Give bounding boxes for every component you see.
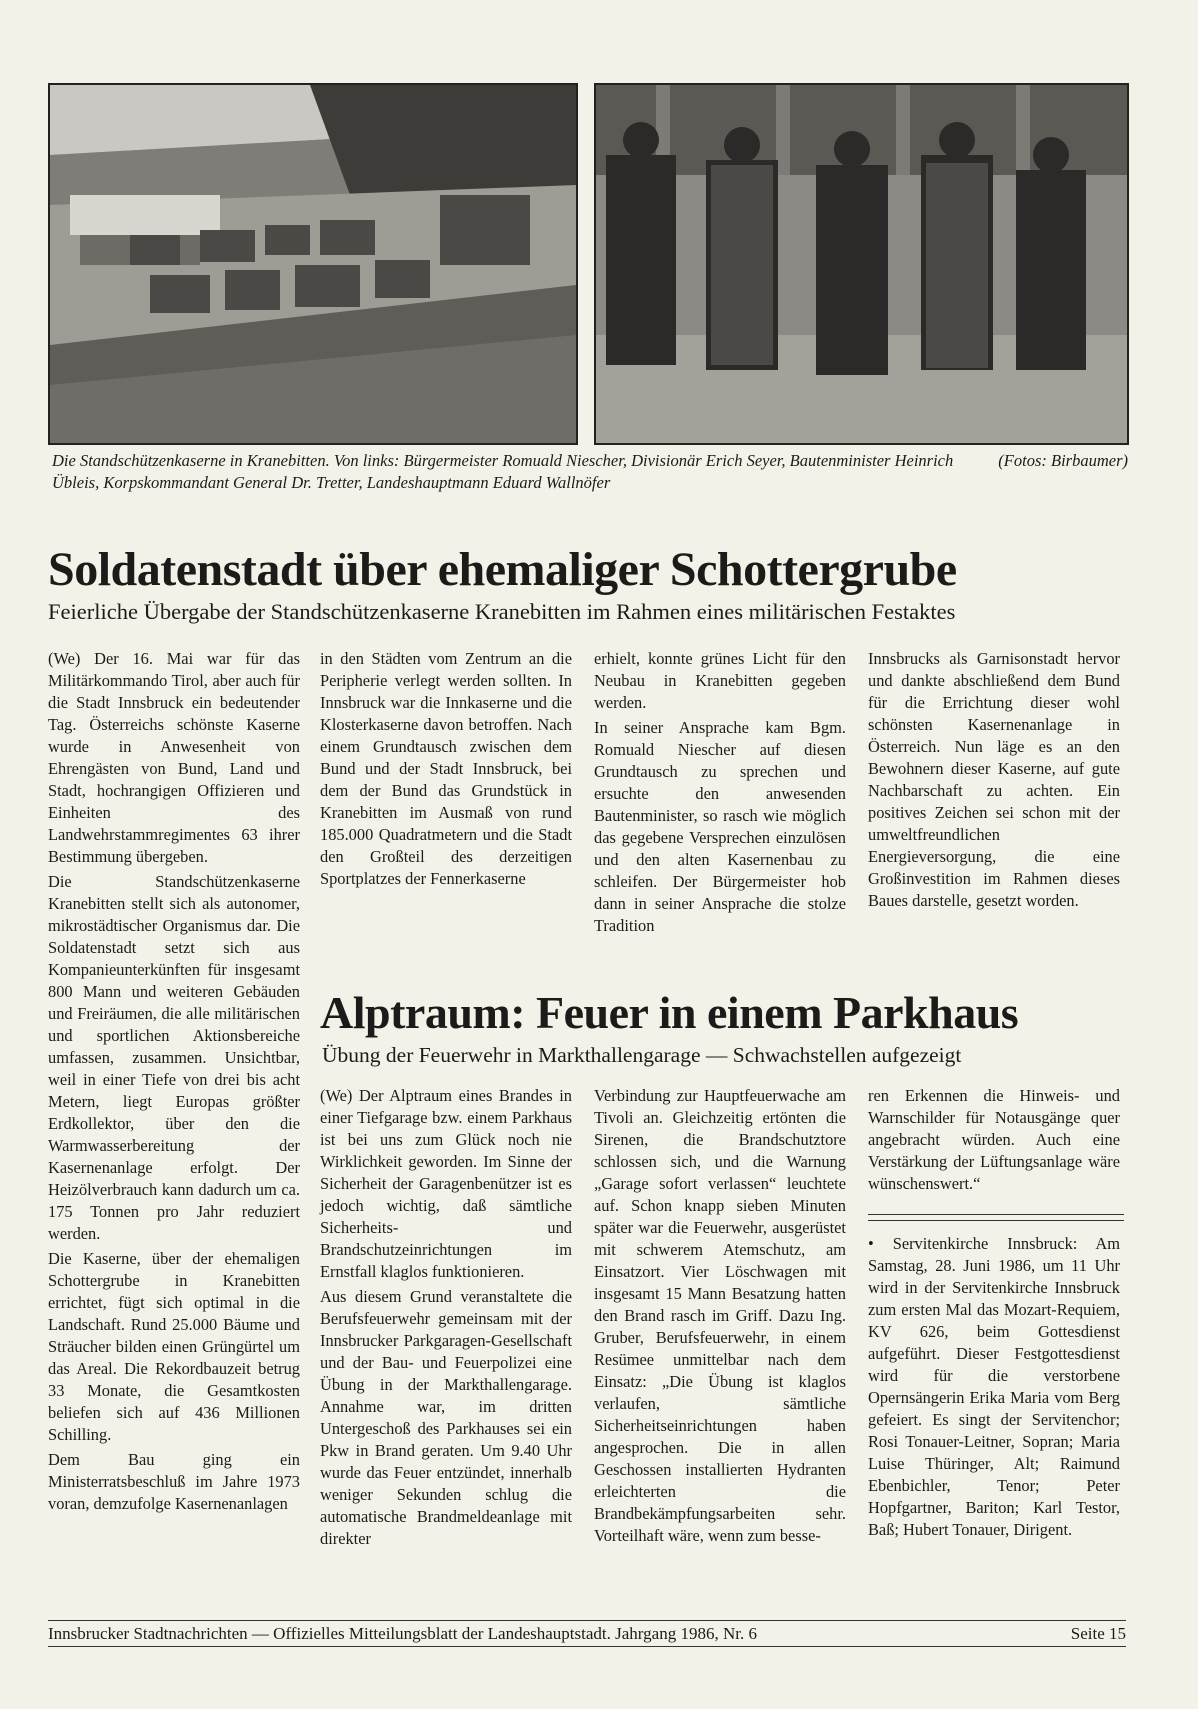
paragraph: Verbindung zur Hauptfeuerwache am Tivoli an. Gleichzeitig ertönten die Sirenen, die Brandschutztore schlossen sich, und die Warnung „Garage sofort verlassen“ leuchtete auf. Schon knapp sieben Minuten später war die Feuerwehr, ausgerüstet mit schwerem Atemschutz, am Einsatzort. Vier Löschwagen mit insgesamt 15 Mann Besatzung hatten den Brand rasch im Griff. Dazu Ing. Gruber, Berufsfeuerwehr, in einem Resümee unmittelbar nach dem Einsatz: „Die Übung ist klaglos verlaufen, sämtliche Sicherheitseinrichtungen haben angesprochen. Die in allen Geschossen installierten Hydranten erleichterten die Brandbekämpfungsarbeiten sehr. Vorteilhaft wäre, wenn zum besse- [594,1086,846,1545]
article-subheadline-soldatenstadt: Feierliche Übergabe der Standschützenkaserne Kranebitten im Rahmen eines militärischen Festaktes [48,599,956,624]
paragraph: (We) Der 16. Mai war für das Militärkommando Tirol, aber auch für die Stadt Innsbruck ein bedeutender Tag. Österreichs schönste Kaserne wurde in Anwesenheit von Ehrengästen von Bund, Land und Stadt, hochrangigen Offizieren und Einheiten des Landwehrstammregimentes 63 ihrer Bestimmung übergeben. [48,649,300,866]
article2-column-1 [320,1085,572,1553]
paragraph: (We) Der Alptraum eines Brandes in einer Tiefgarage bzw. einem Parkhaus ist bei uns zum Glück noch nie Wirklichkeit geworden. Im Sinne der Sicherheit der Garagenbenützer ist es jedoch wichtig, daß sämtliche Sicherheits- und Brandschutzeinrichtungen im Ernstfall klaglos funktionieren. [320,1086,572,1281]
paragraph: Die Kaserne, über der ehemaligen Schottergrube in Kranebitten errichtet, fügt sich optimal in die Landschaft. Rund 25.000 Bäume und Sträucher bilden einen Grüngürtel um das Areal. Die Rekordbauzeit betrug 33 Monate, die Gesamtkosten beliefen sich auf 436 Millionen Schilling. [48,1249,300,1444]
paragraph: In seiner Ansprache kam Bgm. Romuald Niescher auf diesen Grundtausch zu sprechen und ersuchte den anwesenden Bautenminister, so rasch wie möglich das gegebene Versprechen einzulösen und den alten Kasernenbau zu schleifen. Der Bürgermeister hob dann in seiner Ansprache die stolze Tradition [594,718,846,935]
dignitaries-photo-illustration [596,85,1127,443]
footer-rule-bottom [48,1646,1126,1647]
paragraph: ren Erkennen die Hinweis- und Warnschilder für Notausgänge quer angebracht würden. Auch eine Verstärkung der Lüftungsanlage wäre wünschenswert.“ [868,1086,1120,1193]
paragraph: Dem Bau ging ein Ministerratsbeschluß im Jahre 1973 voran, demzufolge Kasernenanlagen [48,1450,300,1513]
photo-caption [52,450,1128,494]
article-headline-soldatenstadt: Soldatenstadt über ehemaliger Schottergrube [48,543,957,596]
paragraph: Aus diesem Grund veranstaltete die Berufsfeuerwehr gemeinsam mit der Innsbrucker Parkgaragen-Gesellschaft und der Bau- und Feuerpolizei eine Übung in der Markthallengarage. Annahme war, im dritten Untergeschoß des Parkhauses sei ein Pkw in Brand geraten. Um 9.40 Uhr wurde das Feuer entzündet, innerhalb weniger Sekunden schlug die automatische Brandmeldeanlage mit direkter [320,1287,572,1548]
paragraph: erhielt, konnte grünes Licht für den Neubau in Kranebitten gegeben werden. [594,649,846,712]
page-number: Seite 15 [1070,1624,1126,1643]
article1-column-4 [868,648,1120,915]
footer-rule-top [48,1620,1126,1621]
article1-column-2 [320,648,572,893]
caption-text: Die Standschützenkaserne in Kranebitten. Von links: Bürgermeister Romuald Niescher, Divisionär Erich Seyer, Bautenminister Heinrich Übleis, Korpskommandant General Dr. Tretter, Landeshauptmann Eduard Wallnöfer [52,451,954,492]
article-headline-alptraum: Alptraum: Feuer in einem Parkhaus [320,987,1019,1038]
photo-kaserne-aerial [48,83,578,445]
photo-ehrengaeste [594,83,1129,445]
article2-column-2 [594,1085,846,1550]
article-subheadline-alptraum: Übung der Feuerwehr in Markthallengarage — Schwachstellen aufgezeigt [322,1043,962,1067]
article1-column-1 [48,648,300,1518]
aerial-photo-illustration [50,85,576,443]
section-divider [868,1214,1124,1221]
paragraph: Innsbrucks als Garnisonstadt hervor und dankte abschließend dem Bund für die Errichtung dieser wohl schönsten Kasernenanlage in Österreich. Nun läge es an den Bewohnern dieser Kaserne, auf gute Nachbarschaft zu achten. Ein positives Zeichen sei schon mit der umweltfreundlichen Energieversorgung, die eine Großinvestition im Rahmen dieses Baues darstelle, gesetzt worden. [868,649,1120,910]
notice-text: • Servitenkirche Innsbruck: Am Samstag, 28. Juni 1986, um 11 Uhr wird in der Servitenkirche Innsbruck zum ersten Mal das Mozart-Requiem, KV 626, beim Gottesdienst aufgeführt. Dieser Festgottesdienst wird für die verstorbene Opernsängerin Erika Maria vom Berg gefeiert. Es singt der Servitenchor; Rosi Tonauer-Leitner, Sopran; Maria Luise Thüringer, Alt; Raimund Ebenbichler, Tenor; Peter Hopfgartner, Bariton; Karl Testor, Baß; Hubert Tonauer, Dirigent. [868,1234,1120,1539]
article1-column-3 [594,648,846,940]
publication-info: Innsbrucker Stadtnachrichten — Offizielles Mitteilungsblatt der Landeshauptstadt. Jahrgang 1986, Nr. 6 [48,1624,757,1643]
page-footer [48,1623,1126,1645]
article2-column-3 [868,1085,1120,1198]
paragraph: in den Städten vom Zentrum an die Peripherie verlegt werden sollten. In Innsbruck war die Innkaserne und die Klosterkaserne davon betroffen. Nach einem Grundtausch zwischen dem Bund und der Stadt Innsbruck, bei dem der Bund das Grundstück in Kranebitten im Ausmaß von rund 185.000 Quadratmetern und die Stadt den Großteil des derzeitigen Sportplatzes der Fennerkaserne [320,649,572,888]
paragraph: Die Standschützenkaserne Kranebitten stellt sich als autonomer, mikrostädtischer Organismus dar. Die Soldatenstadt setzt sich aus Kompanieunterkünften für insgesamt 800 Mann und weiteren Gebäuden und Freiräumen, die alle militärischen und sportlichen Aktionsbereiche umfassen, zusammen. Unsichtbar, weil in einer Tiefe von drei bis acht Metern, liegt Europas größter Erdkollektor, über den die Warmwasserbereitung der Kasernenanlage erfolgt. Der Heizölverbrauch kann dadurch um ca. 175 Tonnen pro Jahr reduziert werden. [48,872,300,1243]
notice-servitenkirche [868,1233,1120,1544]
photo-credit: (Fotos: Birbaumer) [998,451,1128,470]
